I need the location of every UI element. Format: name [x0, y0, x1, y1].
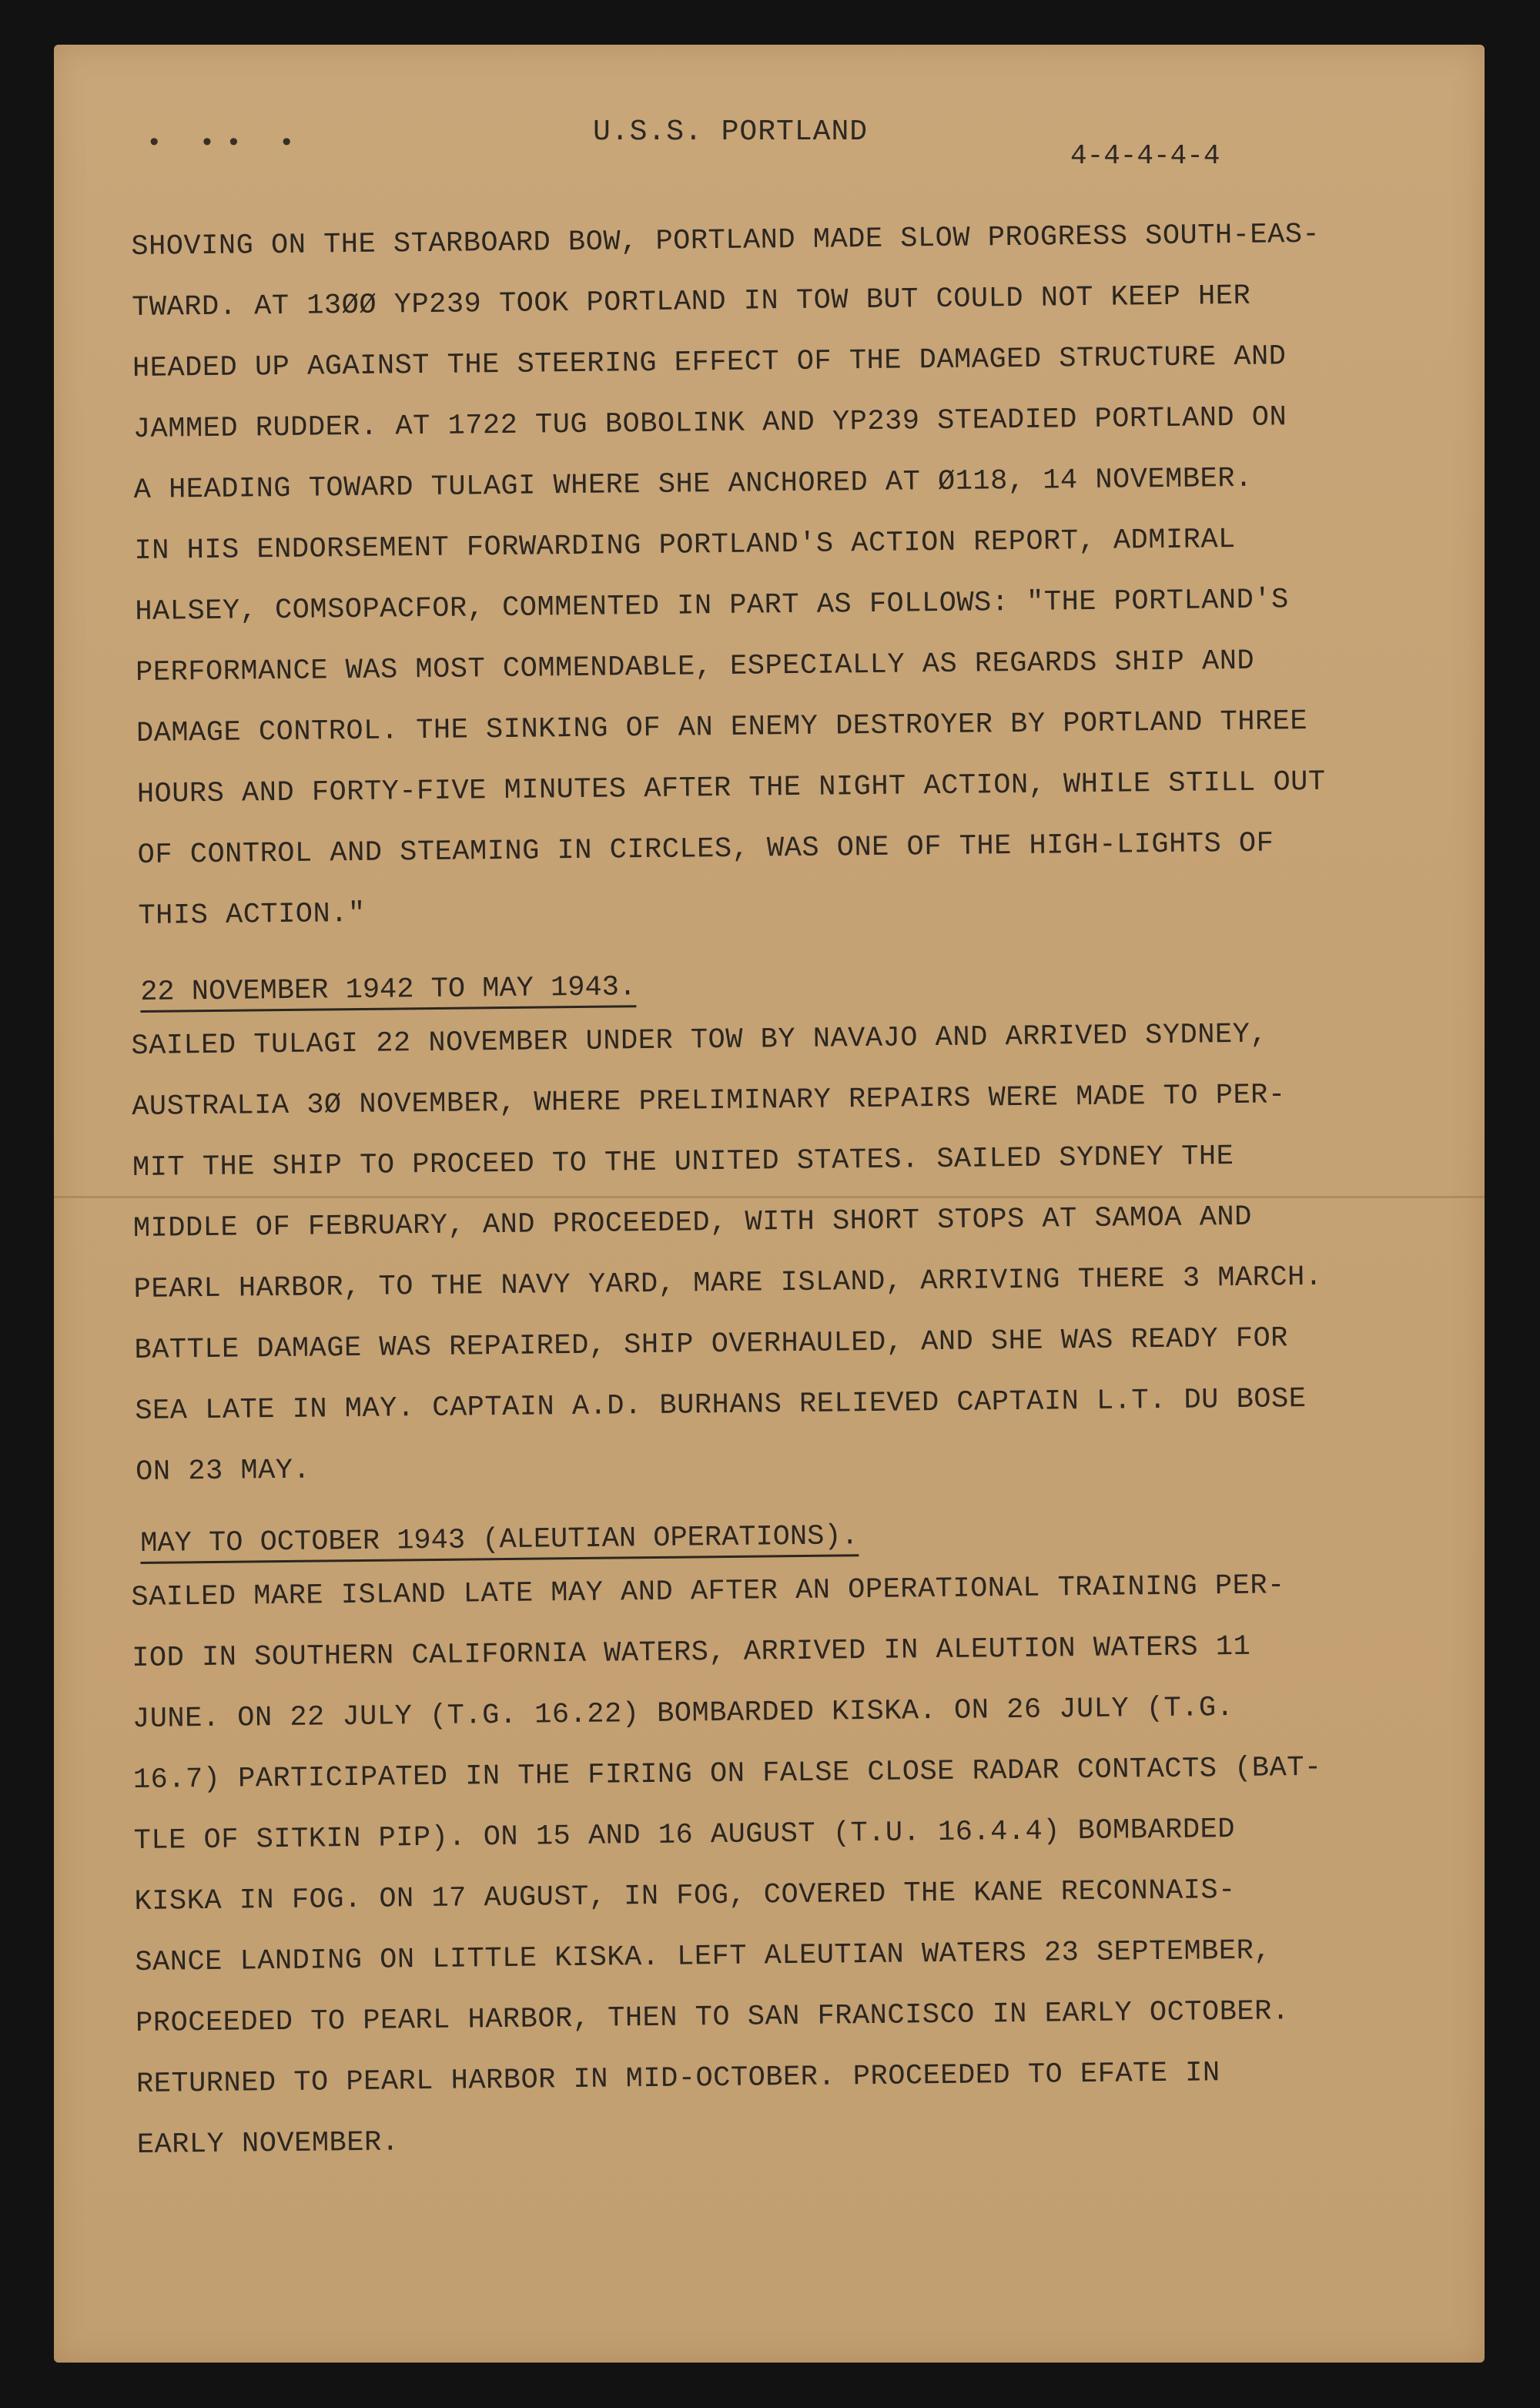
text-line: HEADED UP AGAINST THE STEERING EFFECT OF THE DAMAGED STRUCTURE AND: [132, 340, 1287, 385]
text-line: PROCEEDED TO PEARL HARBOR, THEN TO SAN FRANCISCO IN EARLY OCTOBER.: [135, 1995, 1290, 2040]
text-line: A HEADING TOWARD TULAGI WHERE SHE ANCHORED AT Ø118, 14 NOVEMBER.: [133, 462, 1253, 507]
text-line: SEA LATE IN MAY. CAPTAIN A.D. BURHANS RELIEVED CAPTAIN L.T. DU BOSE: [135, 1383, 1307, 1428]
text-line: JAMMED RUDDER. AT 1722 TUG BOBOLINK AND YP239 STEADIED PORTLAND ON: [132, 401, 1287, 446]
section-heading-1942: 22 NOVEMBER 1942 TO MAY 1943.: [140, 971, 636, 1013]
text-line: PERFORMANCE WAS MOST COMMENDABLE, ESPECIALLY AS REGARDS SHIP AND: [135, 645, 1255, 689]
text-line: DAMAGE CONTROL. THE SINKING OF AN ENEMY DESTROYER BY PORTLAND THREE: [136, 705, 1308, 750]
punch-dots: • •• •: [146, 129, 306, 159]
text-line: PEARL HARBOR, TO THE NAVY YARD, MARE ISLAND, ARRIVING THERE 3 MARCH.: [133, 1261, 1323, 1306]
text-line: SAILED TULAGI 22 NOVEMBER UNDER TOW BY NAVAJO AND ARRIVED SYDNEY,: [131, 1018, 1268, 1063]
text-line: HOURS AND FORTY-FIVE MINUTES AFTER THE NIGHT ACTION, WHILE STILL OUT: [136, 765, 1326, 811]
text-line: ON 23 MAY.: [135, 1454, 311, 1489]
section-1942-body: [131, 1003, 1368, 1503]
text-line: OF CONTROL AND STEAMING IN CIRCLES, WAS ONE OF THE HIGH-LIGHTS OF: [137, 827, 1274, 872]
continued-section-body: [131, 204, 1371, 947]
text-line: IOD IN SOUTHERN CALIFORNIA WATERS, ARRIVED IN ALEUTION WATERS 11: [132, 1630, 1251, 1675]
text-line: RETURNED TO PEARL HARBOR IN MID-OCTOBER. PROCEEDED TO EFATE IN: [136, 2057, 1220, 2101]
section-aleutian-body: [131, 1555, 1369, 2176]
text-line: JUNE. ON 22 JULY (T.G. 16.22) BOMBARDED KISKA. ON 26 JULY (T.G.: [132, 1692, 1234, 1736]
text-line: HALSEY, COMSOPACFOR, COMMENTED IN PART AS FOLLOWS: "THE PORTLAND'S: [135, 584, 1289, 628]
text-line: BATTLE DAMAGE WAS REPAIRED, SHIP OVERHAULED, AND SHE WAS READY FOR: [134, 1322, 1289, 1367]
text-line: 16.7) PARTICIPATED IN THE FIRING ON FALSE CLOSE RADAR CONTACTS (BAT-: [132, 1751, 1322, 1797]
text-line: THIS ACTION.": [138, 897, 366, 933]
text-line: SANCE LANDING ON LITTLE KISKA. LEFT ALEUTIAN WATERS 23 SEPTEMBER,: [135, 1934, 1272, 1979]
text-line: SHOVING ON THE STARBOARD BOW, PORTLAND MADE SLOW PROGRESS SOUTH-EAS-: [131, 218, 1321, 263]
text-line: MIDDLE OF FEBRUARY, AND PROCEEDED, WITH SHORT STOPS AT SAMOA AND: [132, 1201, 1253, 1245]
text-line: IN HIS ENDORSEMENT FORWARDING PORTLAND'S ACTION REPORT, ADMIRAL: [134, 523, 1237, 568]
text-line: SAILED MARE ISLAND LATE MAY AND AFTER AN OPERATIONAL TRAINING PER-: [131, 1569, 1285, 1614]
text-line: EARLY NOVEMBER.: [136, 2126, 400, 2162]
text-line: KISKA IN FOG. ON 17 AUGUST, IN FOG, COVERED THE KANE RECONNAIS-: [134, 1874, 1237, 1918]
text-line: TWARD. AT 13ØØ YP239 TOOK PORTLAND IN TOW BUT COULD NOT KEEP HER: [132, 280, 1251, 324]
text-line: MIT THE SHIP TO PROCEED TO THE UNITED STATES. SAILED SYDNEY THE: [132, 1140, 1234, 1184]
text-line: TLE OF SITKIN PIP). ON 15 AND 16 AUGUST (T.U. 16.4.4) BOMBARDED: [133, 1814, 1236, 1857]
text-line: AUSTRALIA 3Ø NOVEMBER, WHERE PRELIMINARY REPAIRS WERE MADE TO PER-: [132, 1079, 1286, 1124]
page-header-title: U.S.S. PORTLAND: [593, 116, 869, 149]
page-number: 4-4-4-4-4: [1070, 140, 1220, 172]
section-heading-aleutian: MAY TO OCTOBER 1943 (ALEUTIAN OPERATIONS).: [140, 1520, 859, 1564]
